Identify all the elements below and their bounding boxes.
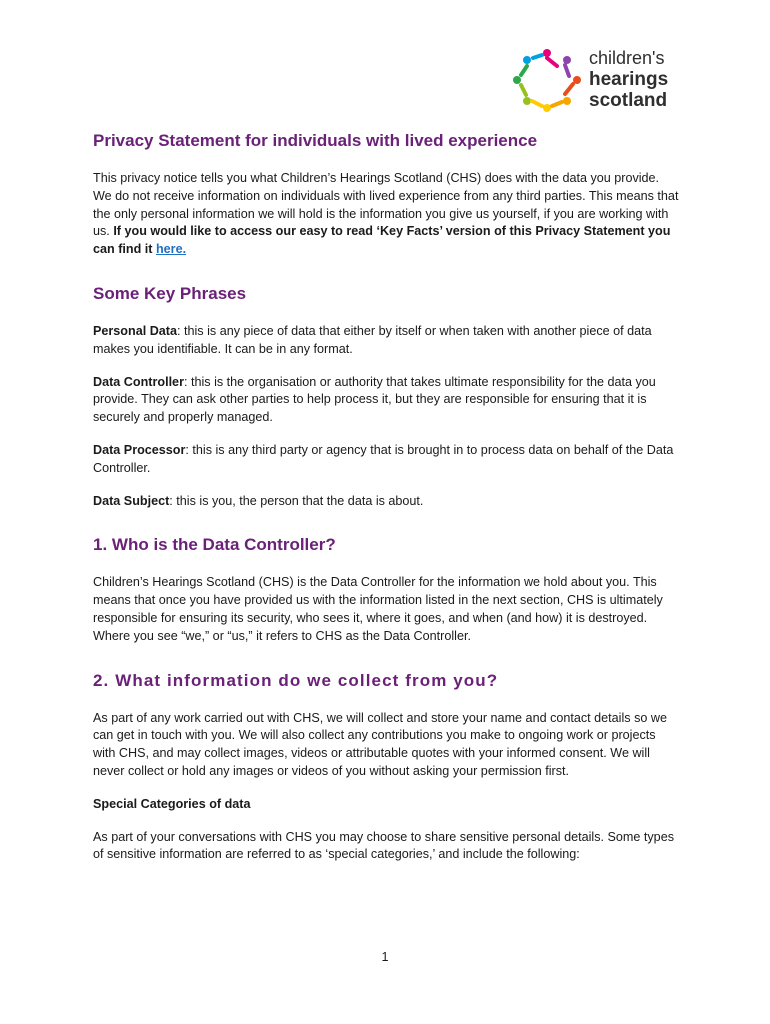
definition-text: : this is you, the person that the data is about. [169,493,424,508]
page-number: 1 [381,950,389,964]
special-categories-subheading: Special Categories of data [93,796,251,811]
definition-text: : this is the organisation or authority that takes ultimate responsibility for the data you provide. They can ask other parties to help process it, but they are responsible for ensuring that it is securely and properly managed. [93,374,656,425]
definition-term: Data Processor [93,442,186,457]
section-2-heading: 2. What information do we collect from you? [93,670,499,690]
intro-paragraph [93,170,681,259]
definition-data-controller [93,374,681,427]
definition-term: Data Controller [93,374,184,389]
definition-data-processor [93,442,681,478]
document-body [93,130,681,879]
chs-logo [509,46,679,116]
key-phrases-heading: Some Key Phrases [93,283,247,303]
page-title: Privacy Statement for individuals with lived experience [93,131,538,150]
definition-personal-data [93,323,681,359]
logo-line-3: scotland [589,90,668,111]
intro-bold-text: If you would like to access our easy to read ‘Key Facts’ version of this Privacy Statement you can find it [93,224,671,257]
definition-text: : this is any piece of data that either by itself or when taken with another piece of data makes you identifiable. It can be in any format. [93,323,652,356]
special-categories-paragraph: As part of your conversations with CHS you may choose to share sensitive personal details. Some types of sensitive information are referred to as ‘special categories,’ and include the following: [93,829,674,862]
logo-line-1: children's [589,48,665,68]
section-2-paragraph: As part of any work carried out with CHS, we will collect and store your name and contact details so we can get in touch with you. We will also collect any contributions you make to ongoing work or projects with CHS, and may collect images, videos or attributable quotes with your informed consent. We will never collect or hold any images or videos of you without asking your permission first. [93,710,667,778]
definition-term: Personal Data [93,323,177,338]
logo-line-2: hearings [589,69,669,90]
section-1-heading: 1. Who is the Data Controller? [93,535,336,555]
definition-text: : this is any third party or agency that is brought in to process data on behalf of the Data Controller. [93,442,674,475]
intro-text: This privacy notice tells you what Children’s Hearings Scotland (CHS) does with the data you provide. We do not receive information on individuals with lived experience from any third parties. This means that the only personal information we will hold is the information you give us yourself, if you are working with us. [93,171,679,239]
logo-wordmark [589,48,668,111]
definition-term: Data Subject [93,493,170,508]
key-facts-link[interactable]: here. [155,242,187,257]
definition-data-subject [93,493,681,511]
section-1-paragraph: Children’s Hearings Scotland (CHS) is the Data Controller for the information we hold about you. This means that once you have provided us with the information listed in the next section, CHS is ultimately responsible for ensuring its security, who sees it, where it goes, and when (and how) it is destroyed. Where you see “we,” or “us,” it refers to CHS as the Data Controller. [93,575,663,643]
people-circle-icon [509,46,585,114]
